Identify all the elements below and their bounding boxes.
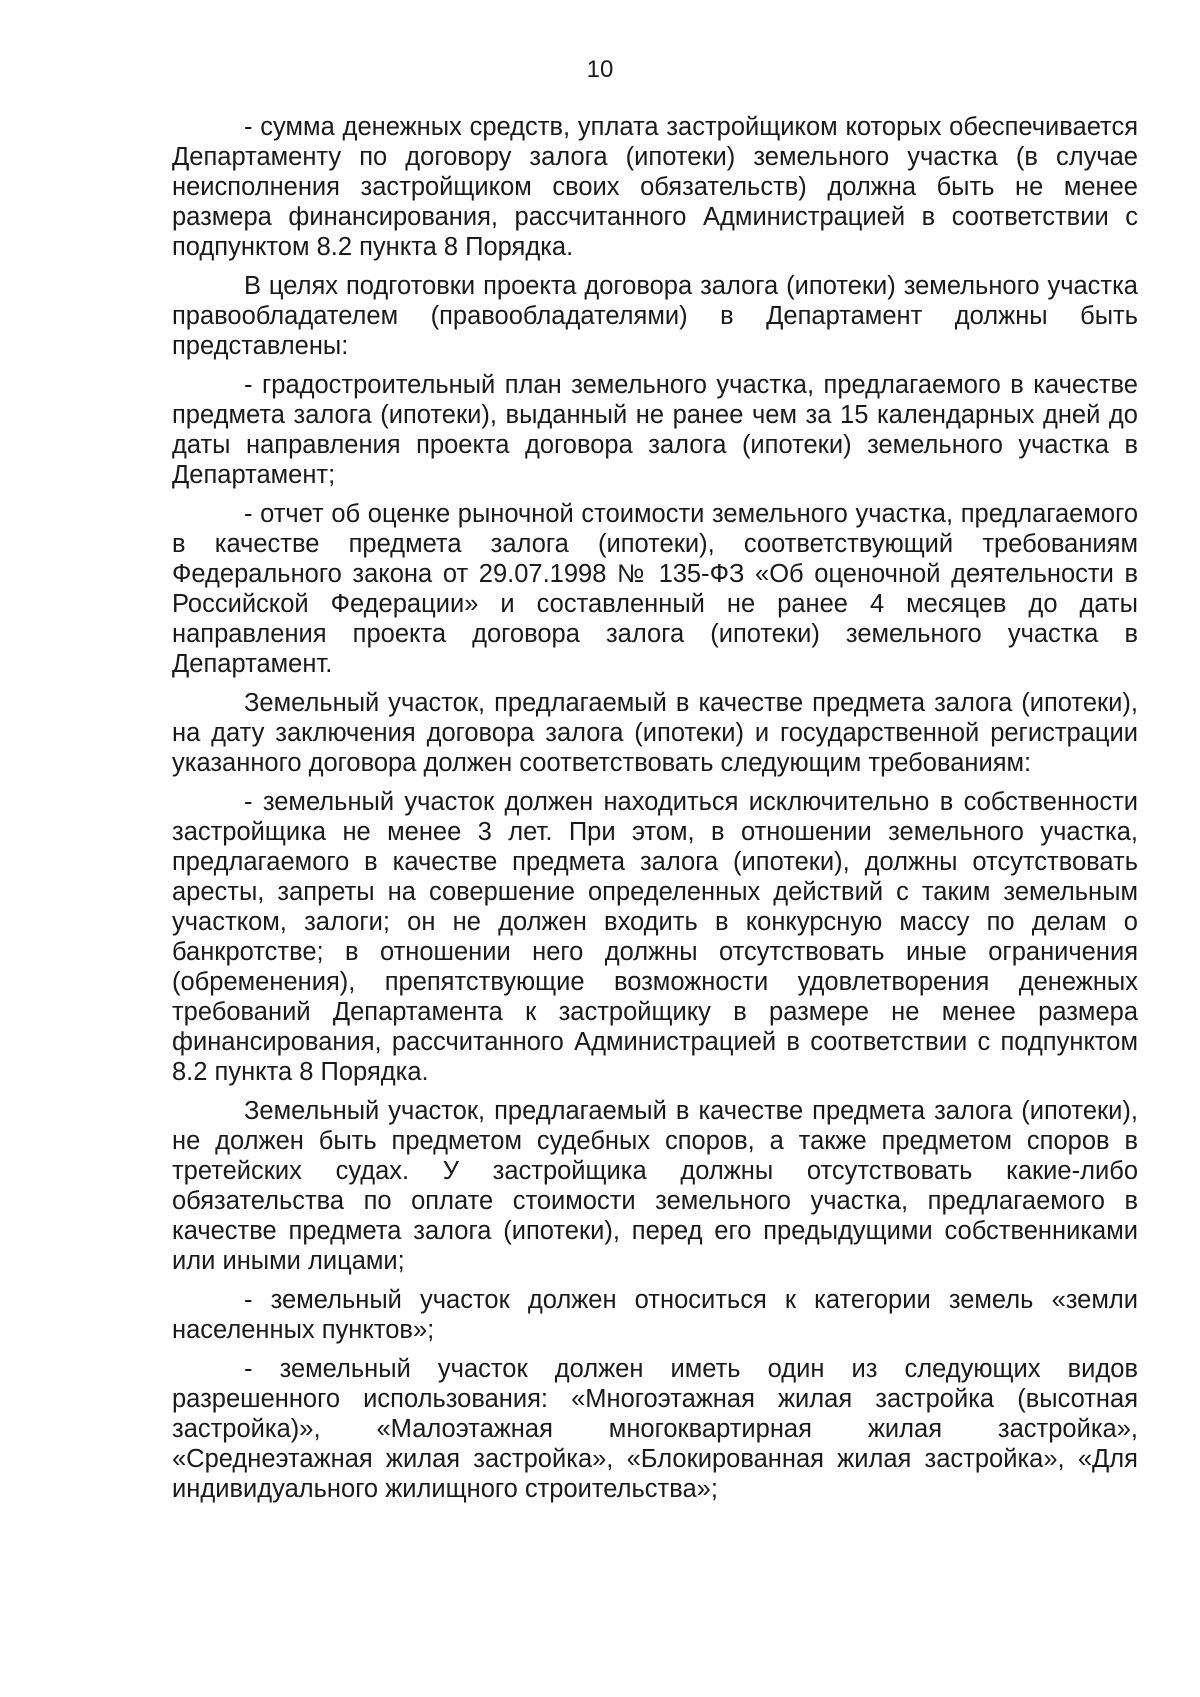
- paragraph: - земельный участок должен находиться исключительно в собственности застройщика не менее 3 лет. При этом, в отношении земельного участка, предлагаемого в качестве предмета залога (ипотеки), должны отсутствовать аресты, запреты на совершение определенных действий с таким земельным участком, залоги; он не должен входить в конкурсную массу по делам о банкротстве; в отношении него должны отсутствовать иные ограничения (обременения), препятствующие возможности удовлетворения денежных требований Департамента к застройщику в размере не менее размера финансирования, рассчитанного Администрацией в соответствии с подпунктом 8.2 пункта 8 Порядка.: [172, 788, 1138, 1086]
- paragraph: Земельный участок, предлагаемый в качестве предмета залога (ипотеки), не должен быть предметом судебных споров, а также предметом споров в третейских судах. У застройщика должны отсутствовать какие-либо обязательства по оплате стоимости земельного участка, предлагаемого в качестве предмета залога (ипотеки), перед его предыдущими собственниками или иными лицами;: [172, 1097, 1138, 1275]
- page-number: 10: [586, 56, 614, 83]
- paragraph: В целях подготовки проекта договора залога (ипотеки) земельного участка правообладателем (правообладателями) в Департамент должны быть представлены:: [172, 272, 1138, 360]
- paragraph: - земельный участок должен относиться к категории земель «земли населенных пунктов»;: [172, 1286, 1138, 1344]
- paragraph: - земельный участок должен иметь один из следующих видов разрешенного использования: «Многоэтажная жилая застройка (высотная застройка)», «Малоэтажная многоквартирная жилая застройка», «Среднеэтажная жилая застройка», «Блокированная жилая застройка», «Для индивидуального жилищного строительства»;: [172, 1355, 1138, 1503]
- paragraph: - отчет об оценке рыночной стоимости земельного участка, предлагаемого в качестве предмета залога (ипотеки), соответствующий требованиям Федерального закона от 29.07.1998 № 135-ФЗ «Об оценочной деятельности в Российской Федерации» и составленный не ранее 4 месяцев до даты направления проекта договора залога (ипотеки) земельного участка в Департамент.: [172, 500, 1138, 678]
- document-body: [172, 112, 1138, 1513]
- paragraph: - градостроительный план земельного участка, предлагаемого в качестве предмета залога (ипотеки), выданный не ранее чем за 15 календарных дней до даты направления проекта договора залога (ипотеки) земельного участка в Департамент;: [172, 371, 1138, 489]
- paragraph: Земельный участок, предлагаемый в качестве предмета залога (ипотеки), на дату заключения договора залога (ипотеки) и государственной регистрации указанного договора должен соответствовать следующим требованиям:: [172, 689, 1138, 777]
- paragraph: - сумма денежных средств, уплата застройщиком которых обеспечивается Департаменту по договору залога (ипотеки) земельного участка (в случае неисполнения застройщиком своих обязательств) должна быть не менее размера финансирования, рассчитанного Администрацией в соответствии с подпунктом 8.2 пункта 8 Порядка.: [172, 113, 1138, 261]
